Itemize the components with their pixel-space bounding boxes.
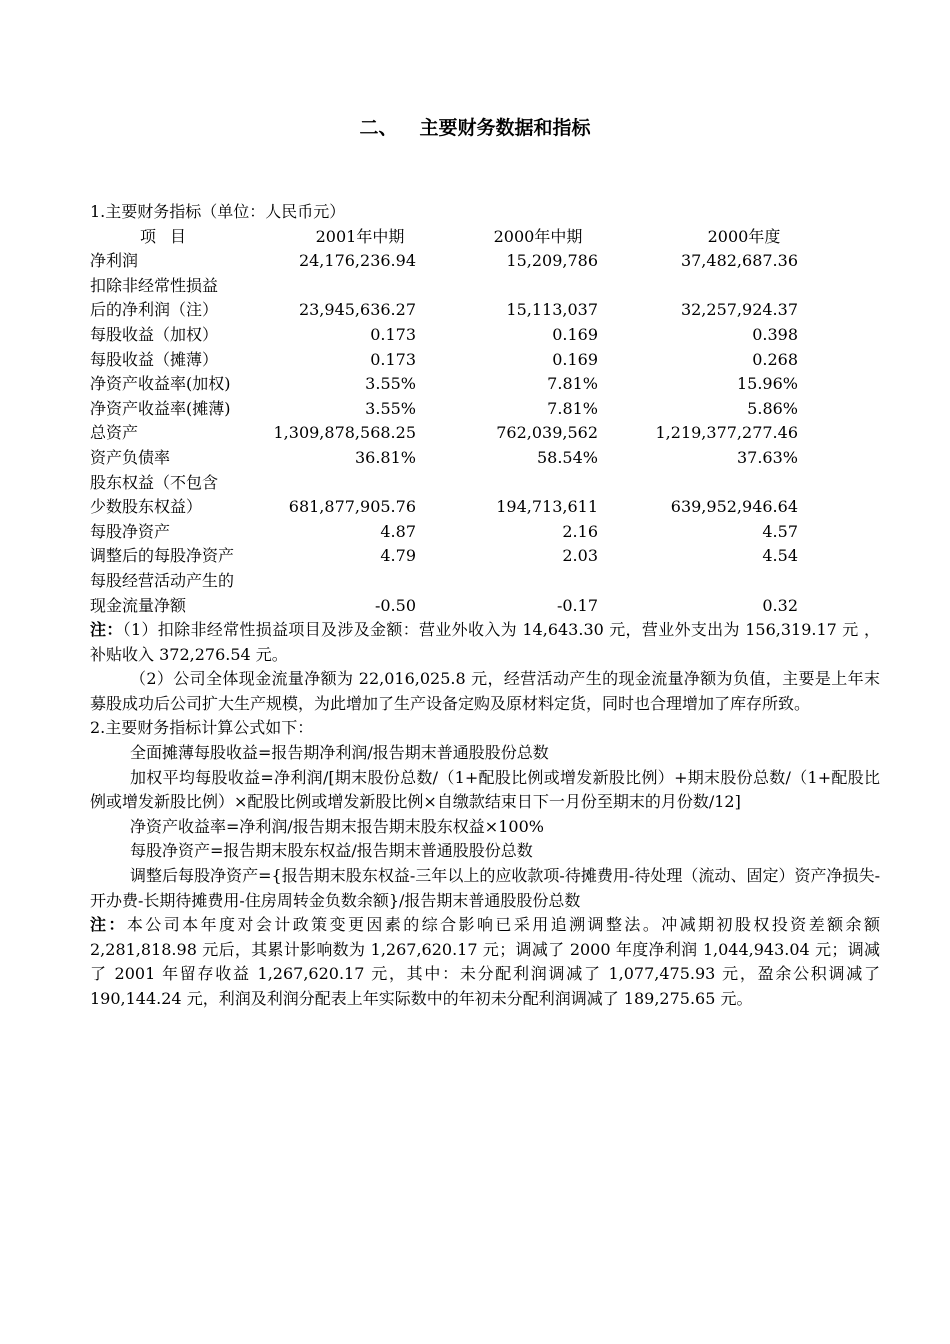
value-2001-interim: 4.87 [380,521,416,541]
table-row [90,421,880,446]
header-2001-interim: 2001年中期 [315,226,405,246]
note1-label: 注： [90,620,123,640]
table-row [90,323,880,348]
value-2000-annual: 0.32 [762,595,798,615]
value-2000-annual: 0.398 [752,324,798,344]
formula-roe: 净资产收益率=净利润/报告期末报告期末股东权益×100% [130,816,544,836]
value-2001-interim: 24,176,236.94 [298,251,416,271]
table-row [90,298,880,323]
table-row [90,520,880,545]
table-row [90,397,880,422]
value-2000-interim: 7.81% [547,374,598,394]
value-2000-interim: 15,209,786 [506,251,598,271]
table-row [90,471,880,496]
value-2001-interim: 36.81% [354,447,416,467]
value-2000-interim: 194,713,611 [496,497,598,517]
value-2001-interim: 1,309,878,568.25 [273,423,416,443]
value-2000-interim: 2.03 [562,546,598,566]
value-2001-interim: 0.173 [370,324,416,344]
row-label: 后的净利润（注） [90,300,219,320]
section-title: 主要财务数据和指标 [419,117,591,139]
formula-adjusted-nav: 调整后每股净资产={报告期末股东权益-三年以上的应收款项-待摊费用-待处理（流动、固定）资产净损失-开办费-长期待摊费用-住房周转金负数余额}/报告期末普通股股份总数 [90,866,880,910]
row-label: 净资产收益率(摊薄) [90,398,231,418]
value-2001-interim: -0.50 [374,595,416,615]
row-label: 少数股东权益） [90,497,203,517]
table-row [90,274,880,299]
table-rows [90,249,880,618]
table-row [90,249,880,274]
value-2000-interim: 0.169 [552,324,598,344]
row-label: 每股收益（加权） [90,324,219,344]
document-body [90,200,880,1012]
section-number: 二、 [359,117,398,139]
formula-diluted-eps: 全面摊薄每股收益=报告期净利润/报告期末普通股股份总数 [130,743,549,763]
header-2000-annual: 2000年度 [707,226,781,246]
value-2000-annual: 0.268 [752,349,798,369]
table-row [90,446,880,471]
table-row [90,594,880,619]
section-heading [0,113,950,140]
value-2000-annual: 4.57 [762,521,798,541]
row-label: 每股经营活动产生的 [90,570,235,590]
value-2000-interim: 7.81% [547,398,598,418]
value-2000-interim: 762,039,562 [496,423,598,443]
value-2000-annual: 4.54 [762,546,798,566]
value-2001-interim: 3.55% [365,374,416,394]
value-2000-annual: 37,482,687.36 [680,251,798,271]
note1-paragraph2: （2）公司全体现金流量净额为 22,016,025.8 元，经营活动产生的现金流量净额为负值，主要是上年末募股成功后公司扩大生产规模，为此增加了生产设备定购及原材料定货，同时也合理增加了库存所致。 [90,669,880,713]
value-2000-annual: 5.86% [747,398,798,418]
value-2000-annual: 1,219,377,277.46 [655,423,798,443]
note1-paragraph1 [90,618,880,667]
value-2000-interim: -0.17 [556,595,598,615]
table-row [90,348,880,373]
row-label: 调整后的每股净资产 [90,546,235,566]
header-item: 项目 [140,226,201,246]
value-2001-interim: 23,945,636.27 [298,300,416,320]
formulas-caption: 2.主要财务指标计算公式如下： [90,718,314,738]
row-label: 资产负债率 [90,447,171,467]
table-row [90,495,880,520]
note2-label: 注： [90,915,127,935]
row-label: 现金流量净额 [90,595,187,615]
header-2000-interim: 2000年中期 [493,226,583,246]
row-label: 扣除非经常性损益 [90,275,219,295]
value-2000-annual: 32,257,924.37 [680,300,798,320]
formula-weighted-eps: 加权平均每股收益=净利润/[期末股份总数/（1+配股比例或增发新股比例）+期末股份总数/（1+配股比例或增发新股比例）×配股比例或增发新股比例×自缴款结束日下一月份至期末的月份数/12] [90,767,880,812]
value-2001-interim: 0.173 [370,349,416,369]
note2-paragraph [90,913,880,1011]
row-label: 净资产收益率(加权) [90,374,231,394]
value-2001-interim: 3.55% [365,398,416,418]
value-2000-interim: 0.169 [552,349,598,369]
value-2000-annual: 37.63% [736,447,798,467]
value-2000-annual: 639,952,946.64 [670,497,798,517]
value-2001-interim: 4.79 [380,546,416,566]
table-row [90,372,880,397]
value-2000-interim: 15,113,037 [506,300,598,320]
row-label: 股东权益（不包含 [90,472,219,492]
note1-text1: （1）扣除非经常性损益项目及涉及金额：营业外收入为 14,643.30 元，营业外支出为 156,319.17 元 ，补贴收入 372,276.54 元。 [90,620,880,664]
table-header [90,225,880,250]
table-row [90,569,880,594]
row-label: 每股收益（摊薄） [90,349,219,369]
value-2000-annual: 15.96% [736,374,798,394]
row-label: 每股净资产 [90,521,171,541]
value-2000-interim: 2.16 [562,521,598,541]
row-label: 净利润 [90,251,139,271]
table-row [90,544,880,569]
row-label: 总资产 [90,423,139,443]
formula-nav-per-share: 每股净资产=报告期末股东权益/报告期末普通股股份总数 [130,841,533,861]
value-2001-interim: 681,877,905.76 [288,497,416,517]
value-2000-interim: 58.54% [536,447,598,467]
table-caption: 1.主要财务指标（单位：人民币元） [90,202,346,221]
note2-text: 本公司本年度对会计政策变更因素的综合影响已采用追溯调整法。冲减期初股权投资差额余额 2,281,818.98 元后，其累计影响数为 1,267,620.17 元；调减了 2000 年度净利润 1,044,943.04 元；调减了 2001 年留存收益 1,267,620.17 元，其中：未分配利润调减了 1,077,475.93 元，盈余公积调减了 190,144.24 元，利润及利润分配表上年实际数中的年初未分配利润调减了 189,275.65 元。 [90,915,880,1008]
